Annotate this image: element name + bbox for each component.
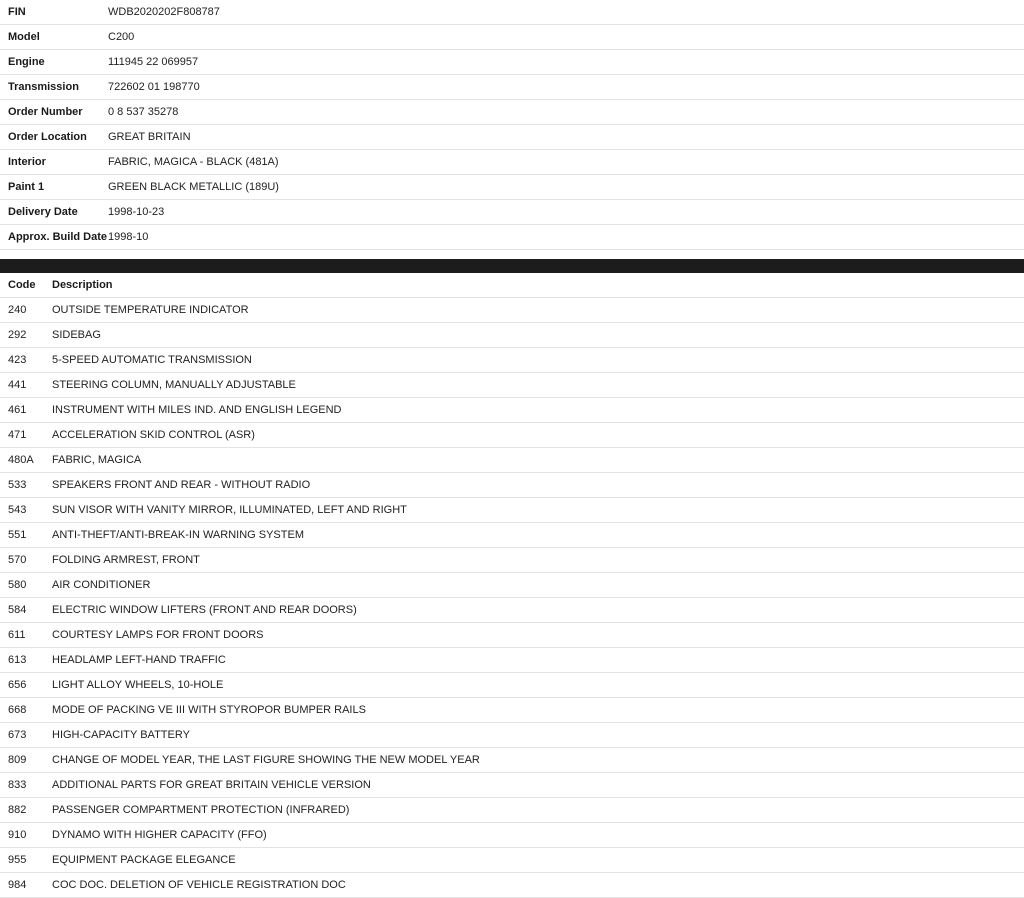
info-row-value: GREAT BRITAIN xyxy=(108,131,191,143)
option-code: 984 xyxy=(8,879,27,891)
table-row xyxy=(0,698,1024,723)
option-description: 5-SPEED AUTOMATIC TRANSMISSION xyxy=(52,354,252,366)
info-row-label: Interior xyxy=(8,156,46,168)
option-description: AIR CONDITIONER xyxy=(52,579,151,591)
table-row xyxy=(0,798,1024,823)
info-row-label: Order Location xyxy=(8,131,87,143)
option-code: 809 xyxy=(8,754,27,766)
option-description: HEADLAMP LEFT-HAND TRAFFIC xyxy=(52,654,226,666)
option-codes-header xyxy=(0,273,1024,298)
option-description: FOLDING ARMREST, FRONT xyxy=(52,554,200,566)
option-code: 613 xyxy=(8,654,27,666)
vehicle-info-table xyxy=(0,0,1024,250)
info-row xyxy=(0,25,1024,50)
table-row xyxy=(0,523,1024,548)
option-description: PASSENGER COMPARTMENT PROTECTION (INFRARED) xyxy=(52,804,350,816)
option-description: LIGHT ALLOY WHEELS, 10-HOLE xyxy=(52,679,224,691)
option-code: 668 xyxy=(8,704,27,716)
option-code: 570 xyxy=(8,554,27,566)
info-row xyxy=(0,100,1024,125)
table-row xyxy=(0,423,1024,448)
info-row-value: WDB2020202F808787 xyxy=(108,6,220,18)
table-row xyxy=(0,298,1024,323)
info-row xyxy=(0,175,1024,200)
info-row xyxy=(0,0,1024,25)
info-row xyxy=(0,200,1024,225)
info-row-value: 722602 01 198770 xyxy=(108,81,200,93)
option-code: 533 xyxy=(8,479,27,491)
option-code: 471 xyxy=(8,429,27,441)
column-header-code: Code xyxy=(8,279,36,291)
info-row-value: 1998-10-23 xyxy=(108,206,165,218)
table-row xyxy=(0,573,1024,598)
table-row xyxy=(0,823,1024,848)
info-row-label: Delivery Date xyxy=(8,206,78,218)
option-description: DYNAMO WITH HIGHER CAPACITY (FFO) xyxy=(52,829,267,841)
option-code: 584 xyxy=(8,604,27,616)
option-description: FABRIC, MAGICA xyxy=(52,454,142,466)
option-description: COC DOC. DELETION OF VEHICLE REGISTRATION DOC xyxy=(52,879,346,891)
option-description: OUTSIDE TEMPERATURE INDICATOR xyxy=(52,304,249,316)
info-row-label: Approx. Build Date xyxy=(8,231,108,243)
table-row xyxy=(0,323,1024,348)
option-description: MODE OF PACKING VE III WITH STYROPOR BUMPER RAILS xyxy=(52,704,366,716)
info-row-label: Engine xyxy=(8,56,45,68)
info-row xyxy=(0,125,1024,150)
table-row xyxy=(0,373,1024,398)
info-row xyxy=(0,50,1024,75)
info-row-value: 1998-10 xyxy=(108,231,149,243)
option-description: STEERING COLUMN, MANUALLY ADJUSTABLE xyxy=(52,379,296,391)
info-row-value: GREEN BLACK METALLIC (189U) xyxy=(108,181,279,193)
option-description: INSTRUMENT WITH MILES IND. AND ENGLISH LEGEND xyxy=(52,404,342,416)
table-row xyxy=(0,873,1024,898)
option-code: 833 xyxy=(8,779,27,791)
table-row xyxy=(0,548,1024,573)
table-row xyxy=(0,448,1024,473)
option-description: EQUIPMENT PACKAGE ELEGANCE xyxy=(52,854,236,866)
info-row-label: Order Number xyxy=(8,106,83,118)
table-row xyxy=(0,348,1024,373)
table-row xyxy=(0,748,1024,773)
table-row xyxy=(0,848,1024,873)
option-code: 955 xyxy=(8,854,27,866)
info-row-value: 111945 22 069957 xyxy=(108,56,199,68)
option-code: 882 xyxy=(8,804,27,816)
table-row xyxy=(0,498,1024,523)
table-header-row xyxy=(0,273,1024,298)
option-code: 580 xyxy=(8,579,27,591)
option-code: 910 xyxy=(8,829,27,841)
option-description: SUN VISOR WITH VANITY MIRROR, ILLUMINATED, LEFT AND RIGHT xyxy=(52,504,407,516)
info-row-label: Paint 1 xyxy=(8,181,45,193)
info-row-label: FIN xyxy=(8,6,26,18)
option-code: 480A xyxy=(8,454,34,466)
info-row-label: Model xyxy=(8,31,40,43)
option-description: ANTI-THEFT/ANTI-BREAK-IN WARNING SYSTEM xyxy=(52,529,304,541)
option-description: COURTESY LAMPS FOR FRONT DOORS xyxy=(52,629,264,641)
info-row-label: Transmission xyxy=(8,81,79,93)
table-row xyxy=(0,623,1024,648)
info-row xyxy=(0,75,1024,100)
option-description: SIDEBAG xyxy=(52,329,101,341)
option-code: 240 xyxy=(8,304,27,316)
option-code: 551 xyxy=(8,529,27,541)
option-description: ELECTRIC WINDOW LIFTERS (FRONT AND REAR DOORS) xyxy=(52,604,357,616)
option-code: 543 xyxy=(8,504,27,516)
option-code: 611 xyxy=(8,629,26,641)
info-row-value: 0 8 537 35278 xyxy=(108,106,179,118)
info-row-value: FABRIC, MAGICA - BLACK (481A) xyxy=(108,156,279,168)
table-row xyxy=(0,473,1024,498)
option-description: HIGH-CAPACITY BATTERY xyxy=(52,729,190,741)
option-description: ACCELERATION SKID CONTROL (ASR) xyxy=(52,429,255,441)
info-row xyxy=(0,150,1024,175)
option-description: CHANGE OF MODEL YEAR, THE LAST FIGURE SHOWING THE NEW MODEL YEAR xyxy=(52,754,480,766)
info-row-value: C200 xyxy=(108,31,135,43)
table-row xyxy=(0,398,1024,423)
table-row xyxy=(0,648,1024,673)
option-description: ADDITIONAL PARTS FOR GREAT BRITAIN VEHICLE VERSION xyxy=(52,779,371,791)
option-code: 441 xyxy=(8,379,27,391)
option-description: SPEAKERS FRONT AND REAR - WITHOUT RADIO xyxy=(52,479,311,491)
option-code: 656 xyxy=(8,679,27,691)
info-row xyxy=(0,225,1024,250)
option-codes-table xyxy=(0,273,1024,898)
section-separator-bar xyxy=(0,259,1024,273)
column-header-description: Description xyxy=(52,279,113,291)
option-code: 423 xyxy=(8,354,27,366)
table-row xyxy=(0,773,1024,798)
table-row xyxy=(0,723,1024,748)
option-code: 673 xyxy=(8,729,27,741)
option-code: 292 xyxy=(8,329,27,341)
table-row xyxy=(0,598,1024,623)
table-row xyxy=(0,673,1024,698)
option-code: 461 xyxy=(8,404,27,416)
